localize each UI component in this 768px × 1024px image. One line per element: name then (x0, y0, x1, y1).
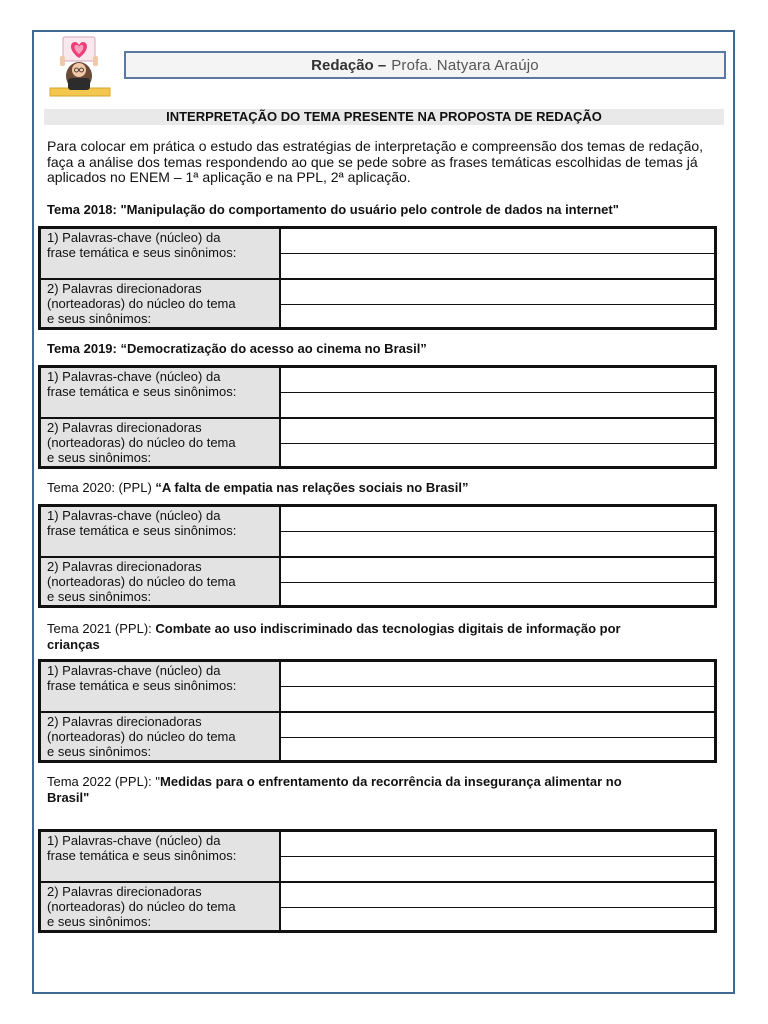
answer-line[interactable] (280, 661, 716, 687)
answer-table-2021 (38, 659, 717, 763)
answer-line[interactable] (280, 444, 716, 468)
header-teacher: Profa. Natyara Araújo (391, 56, 539, 74)
theme-text: Tema 2019: “Democratização do acesso ao cinema no Brasil” (47, 341, 427, 356)
intro-line: Para colocar em prática o estudo das estratégias de interpretação e compreensão dos temas de redação, (47, 138, 704, 154)
header-subject: Redação – (311, 56, 387, 74)
answer-line[interactable] (280, 228, 716, 254)
answer-line[interactable] (280, 687, 716, 713)
theme-2018 (47, 202, 717, 218)
theme-2021 (47, 621, 717, 652)
answer-line[interactable] (280, 506, 716, 532)
theme-prefix: Tema 2020: (PPL) (47, 480, 156, 495)
answer-line[interactable] (280, 583, 716, 607)
theme-text-continued: crianças (47, 636, 100, 652)
answer-line[interactable] (280, 712, 716, 738)
theme-2020 (47, 480, 717, 496)
answer-line[interactable] (280, 738, 716, 762)
answer-line[interactable] (280, 418, 716, 444)
theme-text-continued: Brasil" (47, 789, 90, 805)
question-2-label: 2) Palavras direcionadoras (norteadoras) do núcleo do tema e seus sinônimos: (40, 418, 281, 468)
theme-text: Tema 2018: "Manipulação do comportamento do usuário pelo controle de dados na internet" (47, 202, 619, 217)
intro-line: aplicados no ENEM – 1ª aplicação e na PPL, 2ª aplicação. (47, 169, 411, 185)
answer-table-2022 (38, 829, 717, 933)
answer-line[interactable] (280, 367, 716, 393)
theme-prefix: Tema 2021 (PPL): (47, 621, 156, 636)
theme-2019 (47, 341, 717, 357)
worksheet-title: INTERPRETAÇÃO DO TEMA PRESENTE NA PROPOSTA DE REDAÇÃO (44, 109, 724, 125)
answer-line[interactable] (280, 831, 716, 857)
theme-2022 (47, 774, 717, 805)
answer-line[interactable] (280, 279, 716, 305)
question-1-label: 1) Palavras-chave (núcleo) da frase temática e seus sinônimos: (40, 506, 281, 558)
question-2-label: 2) Palavras direcionadoras (norteadoras) do núcleo do tema e seus sinônimos: (40, 712, 281, 762)
theme-prefix: Tema 2022 (PPL): " (47, 774, 161, 789)
answer-line[interactable] (280, 532, 716, 558)
teacher-avatar-illustration (46, 36, 112, 98)
question-1-label: 1) Palavras-chave (núcleo) da frase temática e seus sinônimos: (40, 228, 281, 280)
question-2-label: 2) Palavras direcionadoras (norteadoras) do núcleo do tema e seus sinônimos: (40, 557, 281, 607)
answer-line[interactable] (280, 305, 716, 329)
intro-paragraph (47, 139, 723, 186)
question-1-label: 1) Palavras-chave (núcleo) da frase temática e seus sinônimos: (40, 831, 281, 883)
answer-line[interactable] (280, 393, 716, 419)
question-2-label: 2) Palavras direcionadoras (norteadoras) do núcleo do tema e seus sinônimos: (40, 882, 281, 932)
intro-line: faça a análise dos temas respondendo ao que se pede sobre as frases temáticas escolhidas de temas já (47, 153, 698, 170)
answer-table-2020 (38, 504, 717, 608)
theme-text: Medidas para o enfrentamento da recorrência da insegurança alimentar no (160, 774, 622, 789)
answer-table-2018 (38, 226, 717, 330)
question-2-label: 2) Palavras direcionadoras (norteadoras) do núcleo do tema e seus sinônimos: (40, 279, 281, 329)
answer-line[interactable] (280, 908, 716, 932)
question-1-label: 1) Palavras-chave (núcleo) da frase temática e seus sinônimos: (40, 367, 281, 419)
answer-line[interactable] (280, 254, 716, 280)
answer-table-2019 (38, 365, 717, 469)
theme-text: “A falta de empatia nas relações sociais no Brasil” (155, 480, 469, 495)
answer-line[interactable] (280, 857, 716, 883)
answer-line[interactable] (280, 882, 716, 908)
header-box (124, 51, 726, 79)
question-1-label: 1) Palavras-chave (núcleo) da frase temática e seus sinônimos: (40, 661, 281, 713)
theme-text: Combate ao uso indiscriminado das tecnologias digitais de informação por (155, 621, 621, 636)
answer-line[interactable] (280, 557, 716, 583)
